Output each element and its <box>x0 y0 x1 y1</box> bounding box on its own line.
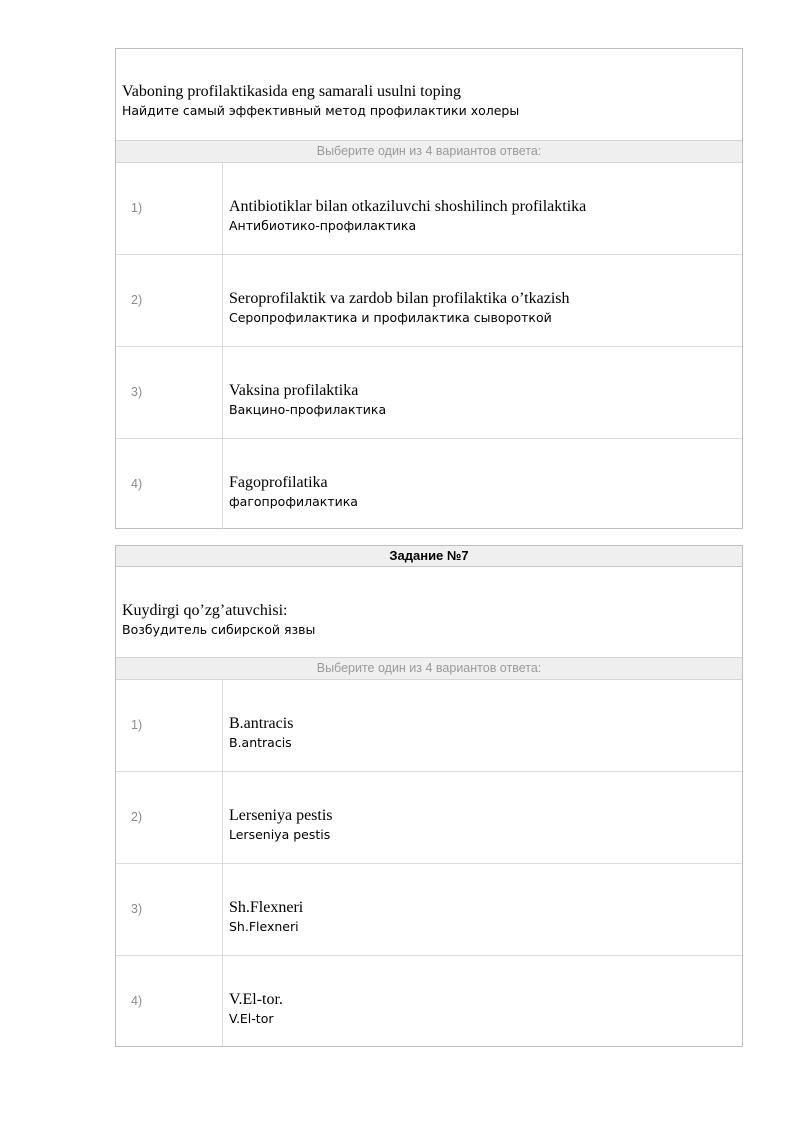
option-text-uz: Antibiotiklar bilan otkaziluvchi shoshilinch profilaktika <box>229 198 587 215</box>
option-text-ru: Lerseniya pestis <box>229 827 331 842</box>
question <box>116 49 742 140</box>
option-text-ru: B.antracis <box>229 735 292 750</box>
question-text-ru: Возбудитель сибирской язвы <box>122 622 316 637</box>
option-text-ru: V.El-tor <box>229 1011 274 1026</box>
option-divider <box>222 163 223 254</box>
option-text <box>229 898 736 936</box>
option-number: 2) <box>131 810 143 824</box>
option-text-uz: Seroprofilaktik va zardob bilan profilaktika o’tkazish <box>229 290 570 307</box>
option-number: 1) <box>131 718 143 732</box>
option-text <box>229 990 736 1028</box>
option-text-ru: Антибиотико-профилактика <box>229 218 417 233</box>
question-text-uz: Kuydirgi qo’zg’atuvchisi: <box>122 602 288 619</box>
choose-instruction: Выберите один из 4 вариантов ответа: <box>116 657 742 680</box>
options-list <box>116 163 742 529</box>
option-number: 3) <box>131 385 143 399</box>
answer-option-4[interactable] <box>116 439 742 529</box>
option-text-uz: V.El-tor. <box>229 991 283 1008</box>
answer-option-1[interactable] <box>116 680 742 772</box>
option-number: 1) <box>131 201 143 215</box>
answer-option-3[interactable] <box>116 864 742 956</box>
option-text <box>229 381 736 419</box>
option-text-uz: Lerseniya pestis <box>229 807 333 824</box>
option-text-uz: Vaksina profilaktika <box>229 382 359 399</box>
option-number: 4) <box>131 994 143 1008</box>
option-divider <box>222 772 223 863</box>
options-list <box>116 680 742 1046</box>
option-text-ru: Серопрофилактика и профилактика сывороткой <box>229 310 552 325</box>
option-number: 2) <box>131 293 143 307</box>
option-text-uz: B.antracis <box>229 715 294 732</box>
question-text-uz: Vaboning profilaktikasida eng samarali usulni toping <box>122 83 462 100</box>
answer-option-4[interactable] <box>116 956 742 1046</box>
option-text <box>229 806 736 844</box>
task-card-cholera <box>115 48 743 529</box>
option-divider <box>222 255 223 346</box>
option-text-ru: Sh.Flexneri <box>229 919 299 934</box>
option-text <box>229 289 736 327</box>
answer-option-2[interactable] <box>116 772 742 864</box>
option-text-ru: фагопрофилактика <box>229 494 358 509</box>
answer-option-3[interactable] <box>116 347 742 439</box>
answer-option-2[interactable] <box>116 255 742 347</box>
option-text-uz: Fagoprofilatika <box>229 474 328 491</box>
option-text <box>229 714 736 752</box>
answer-option-1[interactable] <box>116 163 742 255</box>
option-text <box>229 473 736 511</box>
option-text-uz: Sh.Flexneri <box>229 899 304 916</box>
option-divider <box>222 864 223 955</box>
question <box>116 567 742 657</box>
option-text-ru: Вакцино-профилактика <box>229 402 387 417</box>
choose-instruction: Выберите один из 4 вариантов ответа: <box>116 140 742 163</box>
option-divider <box>222 680 223 771</box>
task-header: Задание №7 <box>116 546 742 567</box>
option-number: 3) <box>131 902 143 916</box>
option-number: 4) <box>131 477 143 491</box>
question-text-ru: Найдите самый эффективный метод профилактики холеры <box>122 103 520 118</box>
option-divider <box>222 956 223 1046</box>
option-divider <box>222 347 223 438</box>
task-card-7 <box>115 545 743 1047</box>
option-text <box>229 197 736 235</box>
option-divider <box>222 439 223 529</box>
